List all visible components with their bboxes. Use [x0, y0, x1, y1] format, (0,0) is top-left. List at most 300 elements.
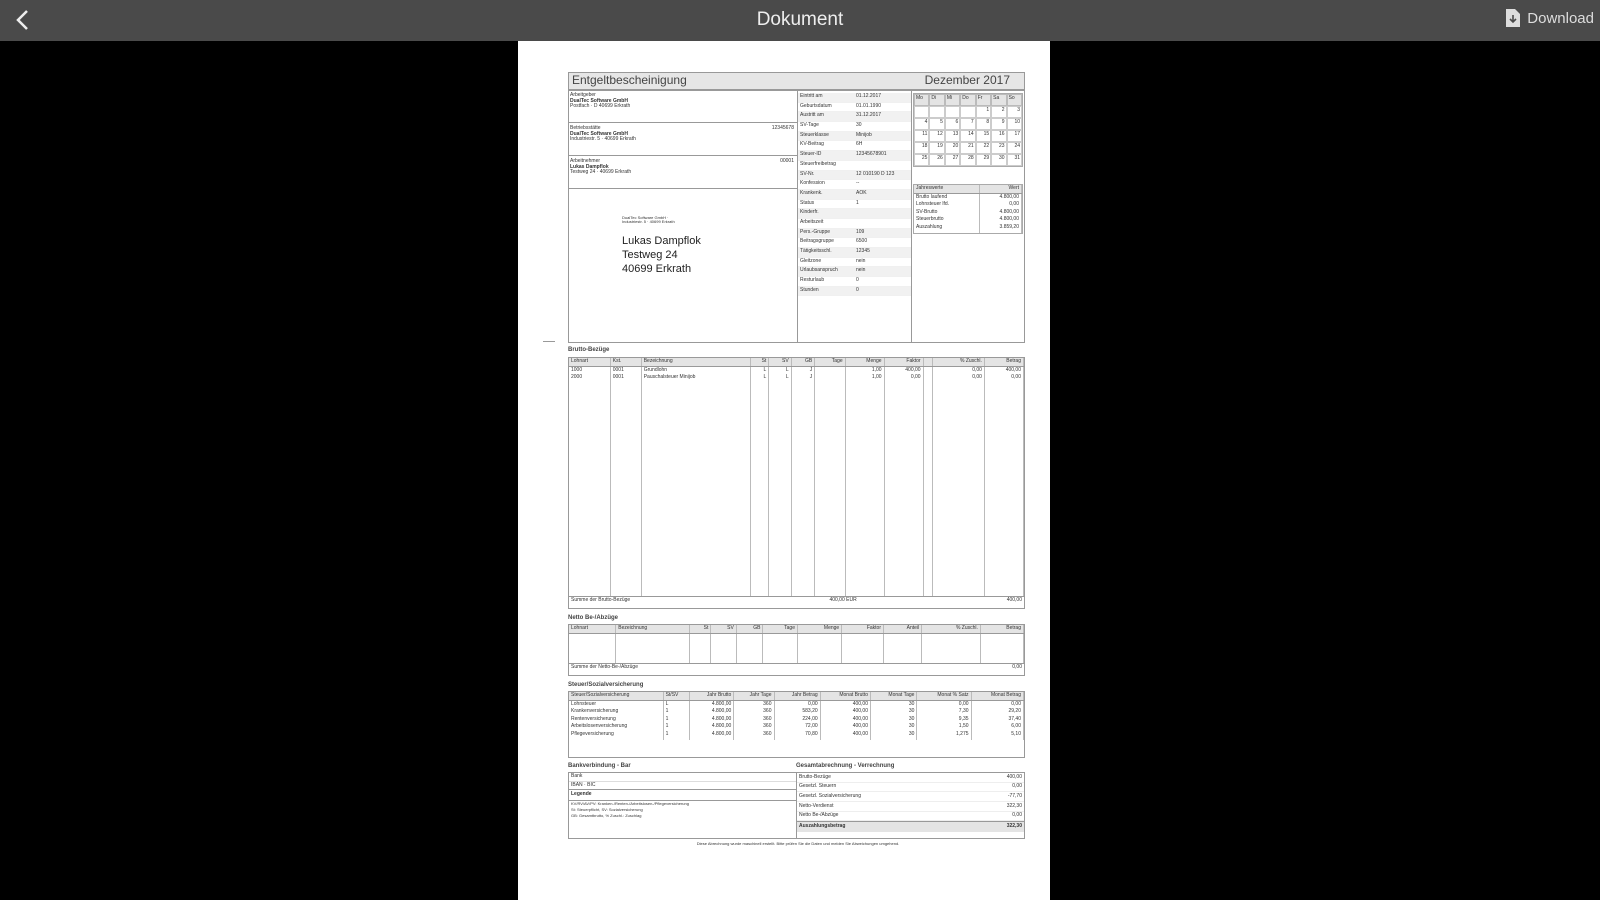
table-cell: L	[769, 374, 791, 382]
personal-data-label: Pers.-Gruppe	[800, 228, 831, 235]
column-header: St	[750, 358, 769, 366]
table-cell	[815, 382, 845, 597]
table-cell	[798, 633, 842, 663]
calendar-day: 14	[960, 130, 975, 142]
table-cell: Pauschalsteuer Minijob	[641, 374, 750, 382]
table-cell: 400,00	[984, 366, 1023, 374]
column-header	[923, 358, 933, 366]
table-cell	[641, 382, 750, 597]
table-cell: 30	[871, 731, 917, 739]
table-cell: 9,35	[917, 716, 971, 724]
table-row	[569, 731, 1024, 739]
calendar-day: 3	[1007, 106, 1022, 118]
table-cell: 7,30	[917, 708, 971, 716]
file-download-icon	[1505, 8, 1521, 28]
personal-data-label: Konfession	[800, 180, 825, 187]
column-header: Jahr Brutto	[690, 692, 734, 700]
personal-data-row	[798, 103, 911, 113]
table-cell: 0,00	[971, 700, 1023, 708]
sv-table	[568, 691, 1025, 758]
table-header	[569, 692, 1024, 700]
total-row	[797, 812, 1024, 822]
table-cell	[736, 633, 763, 663]
table-filler	[569, 633, 1024, 663]
calendar-day: 30	[991, 154, 1006, 166]
total-value: -77,70	[1007, 792, 1022, 799]
personal-data-value: 31.12.2017	[856, 112, 882, 119]
calendar-day: 5	[929, 118, 944, 130]
total-row	[797, 802, 1024, 812]
calendar-day: 8	[976, 118, 991, 130]
personal-data-value: --	[856, 180, 860, 187]
insurer-name: DualTec Software GmbH	[570, 130, 628, 137]
personal-data-value: nein	[856, 257, 866, 264]
gross-section-label: Brutto-Bezüge	[568, 347, 610, 353]
table-cell: SV-Brutto	[914, 209, 979, 217]
table-cell: Pflegeversicherung	[569, 731, 663, 739]
recipient-address	[622, 235, 701, 276]
legend-label: Legende	[569, 790, 796, 801]
table-cell: 5,10	[971, 731, 1023, 739]
table-cell	[917, 738, 971, 740]
table-cell	[933, 382, 985, 597]
personal-data-row	[798, 277, 911, 287]
table-cell: 37,40	[971, 716, 1023, 724]
calendar-day: 6	[945, 118, 960, 130]
personal-data-row	[798, 180, 911, 190]
personal-data-label: Kinderfr.	[800, 209, 819, 216]
calendar-day-header: Di	[929, 94, 944, 106]
table-row	[569, 374, 1024, 382]
table-row	[569, 723, 1024, 731]
gross-sum: 400,00	[1006, 597, 1022, 603]
column-header: St/SV	[663, 692, 690, 700]
personal-data-value: 6500	[856, 238, 868, 245]
table-cell	[711, 633, 736, 663]
personal-data-label: Gleitzone	[800, 257, 822, 264]
table-cell: 4.800,00	[979, 193, 1021, 201]
calendar-day: 9	[991, 118, 1006, 130]
table-row	[914, 216, 1022, 224]
column-header: Bezeichnung	[641, 358, 750, 366]
table-row	[569, 366, 1024, 374]
table-cell: 2000	[569, 374, 610, 382]
table-cell: 0,00	[774, 700, 820, 708]
recipient-line: Lukas Dampflok	[622, 235, 701, 247]
table-cell: 4.800,00	[690, 700, 734, 708]
column-header: Tage	[815, 358, 845, 366]
table-cell: Lohnsteuer lfd.	[914, 201, 979, 209]
personal-data-row	[798, 151, 911, 161]
personal-data-value: 0	[856, 277, 859, 284]
table-header	[569, 358, 1024, 366]
calendar-day: 24	[1007, 142, 1022, 154]
column-header: Monat Tage	[871, 692, 917, 700]
table-cell	[663, 738, 690, 740]
download-button[interactable]	[1505, 8, 1594, 28]
year-summary-table	[913, 184, 1023, 234]
table-row	[914, 201, 1022, 209]
personal-data-label: Austritt am	[800, 112, 824, 119]
table-cell	[923, 382, 933, 597]
employee-address: Testweg 24 · 40699 Erkrath	[570, 169, 632, 175]
table-row	[569, 700, 1024, 708]
calendar-day: 1	[976, 106, 991, 118]
table-row	[914, 224, 1022, 232]
table-cell: 3.859,20	[979, 224, 1021, 232]
total-label: Gesetzl. Steuern	[799, 783, 837, 790]
personal-data-value: 12345678901	[856, 151, 887, 158]
calendar-day	[960, 106, 975, 118]
legend-line: GB: Gesamtbrutto, % Zuschl.: Zuschlag	[571, 813, 642, 819]
sender-line: DualTec Software GmbH · Industriestr. 5 · 40699 Erkrath	[622, 215, 675, 225]
personal-data-value: 12345	[856, 248, 870, 254]
fold-mark	[543, 341, 555, 342]
employee-label: Arbeitnehmer	[570, 158, 601, 164]
table-cell: J	[791, 374, 814, 382]
column-header: Anteil	[884, 625, 922, 633]
column-header: Jahreswerte	[914, 185, 979, 193]
personal-data-row	[798, 132, 911, 142]
table-cell	[769, 382, 791, 597]
table-cell	[914, 231, 979, 233]
table-cell: 0,00	[917, 700, 971, 708]
employee-code: 00001	[780, 158, 794, 164]
gross-sum-mid: 400,00	[829, 597, 845, 603]
employee-name: Lukas Dampflok	[570, 163, 609, 170]
calendar-day: 2	[991, 106, 1006, 118]
table-cell: L	[769, 366, 791, 374]
personal-data-label: Tätigkeitsschl.	[800, 248, 832, 254]
table-cell: 4.800,00	[690, 716, 734, 724]
table-cell: L	[750, 366, 769, 374]
table-cell: 4.800,00	[979, 216, 1021, 224]
calendar-day: 26	[929, 154, 944, 166]
table-cell	[979, 231, 1021, 233]
table-cell: 400,00	[820, 700, 870, 708]
calendar-day: 19	[929, 142, 944, 154]
document-period: Dezember 2017	[924, 73, 1010, 88]
personal-data-row	[798, 112, 911, 122]
table-cell	[610, 382, 641, 597]
table-cell	[750, 382, 769, 597]
table-cell: 360	[734, 700, 774, 708]
column-header: Menge	[798, 625, 842, 633]
net-table	[568, 624, 1025, 676]
column-header: Kst.	[610, 358, 641, 366]
table-cell: L	[750, 374, 769, 382]
calendar-day: 25	[914, 154, 929, 166]
table-filler	[914, 231, 1022, 233]
table-cell	[690, 633, 711, 663]
table-cell: 1	[663, 708, 690, 716]
personal-data-label: Status	[800, 199, 815, 206]
table-cell: 29,20	[971, 708, 1023, 716]
table-cell: 0,00	[979, 201, 1021, 209]
column-header: Steuer/Sozialversicherung	[569, 692, 663, 700]
column-header: Jahr Tage	[734, 692, 774, 700]
calendar-day: 18	[914, 142, 929, 154]
table-cell	[690, 738, 734, 740]
calendar-day: 4	[914, 118, 929, 130]
personal-data-value: 01.01.1990	[856, 102, 882, 109]
table-row	[914, 209, 1022, 217]
total-value: 0,00	[1012, 812, 1022, 819]
table-cell	[980, 633, 1023, 663]
table-cell: 400,00	[820, 708, 870, 716]
table-cell	[774, 738, 820, 740]
table-cell: Lohnsteuer	[569, 700, 663, 708]
table-cell: 0,00	[933, 374, 985, 382]
document-title-bar	[568, 72, 1025, 90]
employer-box	[570, 93, 797, 110]
table-cell	[923, 374, 933, 382]
table-cell: 4.800,00	[690, 723, 734, 731]
personal-data-label: Urlaubsanspruch	[800, 267, 838, 274]
calendar-day: 11	[914, 130, 929, 142]
table-cell	[922, 633, 981, 663]
personal-data-value: 6H	[856, 141, 863, 148]
table-cell: 30	[871, 700, 917, 708]
calendar-day-header: So	[1007, 94, 1022, 106]
insurer-label: Betriebsstätte	[570, 125, 601, 131]
table-cell: 0001	[610, 366, 641, 374]
table-cell: 400,00	[884, 366, 923, 374]
personal-data-value: 1	[856, 199, 859, 206]
calendar	[913, 93, 1023, 167]
table-cell: 1	[663, 716, 690, 724]
total-row	[797, 792, 1024, 802]
table-cell: 360	[734, 731, 774, 739]
net-sum-label: Summe der Netto-Be-/Abzüge	[571, 664, 638, 670]
table-cell	[884, 382, 923, 597]
table-cell: 4.800,00	[690, 708, 734, 716]
employer-name: DualTec Software GmbH	[570, 97, 628, 104]
payout-value: 322,30	[1006, 823, 1022, 830]
calendar-day: 31	[1007, 154, 1022, 166]
table-filler	[569, 382, 1024, 597]
table-cell: J	[791, 366, 814, 374]
calendar-day-header: Sa	[991, 94, 1006, 106]
insurer-code: 12345678	[771, 125, 794, 131]
personal-data-row	[798, 248, 911, 258]
calendar-day	[929, 106, 944, 118]
table-cell: 1000	[569, 366, 610, 374]
table-header	[569, 625, 1024, 633]
calendar-day: 23	[991, 142, 1006, 154]
personal-data-row	[798, 219, 911, 229]
bank-box	[568, 772, 797, 839]
calendar-day: 29	[976, 154, 991, 166]
personal-data-row	[798, 171, 911, 181]
personal-data-row	[798, 190, 911, 200]
calendar-day: 22	[976, 142, 991, 154]
total-section-label: Gesamtabrechnung - Verrechnung	[796, 763, 895, 769]
table-cell: Auszahlung	[914, 224, 979, 232]
calendar-day-header: Fr	[976, 94, 991, 106]
column-header: Monat % Satz	[917, 692, 971, 700]
personal-data-label: Beitragsgruppe	[800, 238, 834, 245]
calendar-day: 7	[960, 118, 975, 130]
table-cell: 360	[734, 708, 774, 716]
column-header: Lohnart	[569, 358, 610, 366]
personal-data-row	[798, 161, 911, 171]
table-cell: Arbeitslosenversicherung	[569, 723, 663, 731]
calendar-day: 13	[945, 130, 960, 142]
column-header: Monat Brutto	[820, 692, 870, 700]
column-header: Tage	[763, 625, 798, 633]
table-cell: 30	[871, 716, 917, 724]
table-cell	[971, 738, 1023, 740]
table-cell: 72,00	[774, 723, 820, 731]
document-page	[518, 41, 1050, 900]
table-cell: 4.800,00	[690, 731, 734, 739]
personal-data-label: Resturlaub	[800, 277, 825, 284]
personal-data-label: Krankenk.	[800, 189, 823, 196]
column-header: GB	[791, 358, 814, 366]
table-cell	[845, 382, 884, 597]
table-cell: 0,00	[884, 374, 923, 382]
column-header: Menge	[845, 358, 884, 366]
personal-data-row	[798, 267, 911, 277]
insurer-address: Industriestr. 5 · 40699 Erkrath	[570, 136, 636, 142]
divider	[911, 90, 912, 343]
net-sum-row	[569, 663, 1024, 672]
table-cell: 0,00	[984, 374, 1023, 382]
table-cell: 400,00	[820, 731, 870, 739]
table-cell	[815, 374, 845, 382]
bank-name: Bank	[569, 773, 796, 782]
total-value: 400,00	[1006, 773, 1022, 780]
table-cell	[791, 382, 814, 597]
table-cell: 0,00	[933, 366, 985, 374]
table-cell	[569, 738, 663, 740]
table-cell: 224,00	[774, 716, 820, 724]
total-value: 322,30	[1006, 802, 1022, 809]
personal-data-value: nein	[856, 267, 866, 274]
table-cell: 400,00	[820, 716, 870, 724]
gross-sum-row	[569, 596, 1024, 605]
table-cell: Krankenversicherung	[569, 708, 663, 716]
net-sum: 0,00	[1012, 664, 1022, 670]
personal-data-label: Stunden	[800, 286, 819, 293]
table-cell: 1,50	[917, 723, 971, 731]
employer-address: Postfach · D 40699 Erkrath	[570, 103, 631, 109]
payout-row	[797, 821, 1024, 832]
column-header: Bezeichnung	[616, 625, 690, 633]
column-header: Lohnart	[569, 625, 616, 633]
personal-data-label: Steuerfreibetrag	[800, 160, 836, 167]
table-cell: 1,00	[845, 374, 884, 382]
personal-data-value: 12 010190 D 123	[856, 170, 895, 177]
personal-data-label: Steuerklasse	[800, 131, 829, 138]
table-cell: L	[663, 700, 690, 708]
table-cell	[842, 633, 884, 663]
personal-data-label: Eintritt am	[800, 93, 823, 99]
column-header: Betrag	[980, 625, 1023, 633]
personal-data-label: Geburtsdatum	[800, 102, 832, 109]
column-header: Betrag	[984, 358, 1023, 366]
personal-data-row	[798, 122, 911, 132]
personal-data-row	[798, 229, 911, 239]
calendar-day: 27	[945, 154, 960, 166]
total-row	[797, 773, 1024, 783]
table-cell	[763, 633, 798, 663]
calendar-day	[914, 106, 929, 118]
table-cell: 1	[663, 723, 690, 731]
calendar-day: 15	[976, 130, 991, 142]
bank-iban: IBAN · BIC	[569, 782, 796, 791]
footer-note: Diese Abrechnung wurde maschinell erstellt. Bitte prüfen Sie die Daten und melden Sie Abweichungen umgehend.	[696, 841, 900, 846]
table-cell	[820, 738, 870, 740]
personal-data-row	[798, 93, 911, 103]
employer-label: Arbeitgeber	[570, 92, 596, 98]
personal-data-row	[798, 287, 911, 297]
download-label: Download	[1527, 9, 1594, 27]
table-cell: 400,00	[820, 723, 870, 731]
personal-data-value: 0	[856, 286, 859, 293]
table-cell: 583,20	[774, 708, 820, 716]
calendar-day	[945, 106, 960, 118]
column-header: GB	[736, 625, 763, 633]
recipient-line: 40699 Erkrath	[622, 262, 692, 275]
column-header: St	[690, 625, 711, 633]
personal-data-label: Arbeitszeit	[800, 218, 824, 225]
calendar-day: 10	[1007, 118, 1022, 130]
employee-info	[570, 159, 794, 176]
personal-data-label: SV-Nr.	[800, 170, 815, 177]
table-cell: 1	[663, 731, 690, 739]
recipient-line: Testweg 24	[622, 248, 678, 261]
top-bar	[0, 0, 1600, 41]
table-cell: Grundlohn	[641, 366, 750, 374]
table-cell: Steuerbrutto	[914, 216, 979, 224]
personal-data-value: 01.12.2017	[856, 93, 882, 99]
personal-data-row	[798, 258, 911, 268]
gross-table	[568, 357, 1025, 609]
table-cell: 1,00	[845, 366, 884, 374]
column-header: Jahr Betrag	[774, 692, 820, 700]
table-cell: 0001	[610, 374, 641, 382]
table-cell	[923, 366, 933, 374]
personal-data-value: 30	[856, 122, 862, 129]
table-cell	[616, 633, 690, 663]
table-row	[569, 708, 1024, 716]
legend-line: St: Steuerpflicht, SV: Sozialversicherung	[571, 806, 643, 812]
personal-data-label: SV-Tage	[800, 122, 819, 129]
table-cell	[984, 382, 1023, 597]
table-cell	[569, 382, 610, 597]
net-section-label: Netto Be-/Abzüge	[568, 615, 618, 621]
table-row	[914, 193, 1022, 201]
calendar-day-header: Do	[960, 94, 975, 106]
bank-section-label: Bankverbindung - Bar	[568, 763, 631, 769]
total-value: 0,00	[1012, 783, 1022, 790]
column-header: Monat Betrag	[971, 692, 1023, 700]
column-header: % Zuschl.	[922, 625, 981, 633]
total-label: Netto Be-/Abzüge	[799, 812, 839, 819]
table-cell	[815, 366, 845, 374]
table-cell: 70,80	[774, 731, 820, 739]
sv-section-label: Steuer/Sozialversicherung	[568, 682, 644, 688]
table-row	[569, 716, 1024, 724]
table-cell	[884, 633, 922, 663]
personal-data-list	[798, 93, 911, 296]
calendar-day: 12	[929, 130, 944, 142]
calendar-day: 28	[960, 154, 975, 166]
table-filler	[569, 738, 1024, 740]
window-title: Dokument	[756, 9, 844, 30]
